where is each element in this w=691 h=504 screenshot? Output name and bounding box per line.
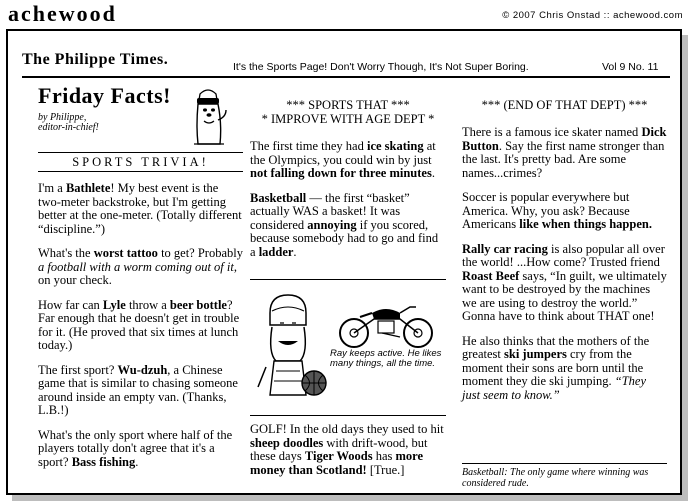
basketball-caption: Basketball: The only game where winning was considered rude. [462, 467, 649, 489]
col2-heading-line2: * IMPROVE WITH AGE DEPT * [261, 111, 435, 126]
col2-rule-bottom [250, 415, 446, 416]
col1-paragraph: How far can Lyle throw a beer bottle? Far enough that he doesn't get in trouble for it. (He proved that six times at lunch today.) [38, 297, 240, 352]
col3-paragraph: Rally car racing is also popular all over the world! ...How come? Trusted friend Roast Beef says, “In guilt, we ultimately want to be destroyed by the machines we are using to destroy the world.” Gonna have to think about THAT one! [462, 241, 667, 323]
friday-facts-title: Friday Facts! [38, 83, 171, 108]
issue-volume: Vol 9 No. 11 [602, 61, 659, 73]
motorcycle-drawing [340, 307, 432, 347]
col1-paragraph: I'm a Bathlete! My best event is the two-meter backstroke, but I'm getting better at the one-meter. (Totally different “discipline.”) [38, 181, 242, 236]
col3-paragraph: There is a famous ice skater named Dick Button. Say the first name stronger than the last. It's pretty bad. Are some names...crimes? [462, 125, 667, 180]
copyright-notice: © 2007 Chris Onstad :: achewood.com [502, 10, 683, 21]
newspaper-tagline: It's the Sports Page! Don't Worry Though, It's Not Super Boring. [233, 61, 529, 73]
ray-figure [258, 295, 326, 395]
col1-body [38, 182, 243, 480]
byline [38, 113, 99, 133]
col3-paragraph: He also thinks that the mothers of the greatest ski jumpers cry from the moment their sons are born until the moment they die ski jumping. “They just seem to know.” [462, 333, 650, 402]
comic-panel [6, 29, 682, 495]
byline-role: editor-in-chief! [38, 122, 99, 133]
col2-heading [250, 99, 446, 126]
col3-heading: *** (END OF THAT DEPT) *** [481, 98, 648, 112]
site-logo[interactable]: achewood [8, 1, 117, 26]
col2-paragraph: The first time they had ice skating at the Olympics, you could win by just not falling down for three minutes. [250, 139, 436, 180]
col2-heading-line1: *** SPORTS THAT *** [286, 98, 410, 112]
col3-rule [462, 463, 667, 464]
col1-paragraph: What's the worst tattoo to get? Probably a football with a worm coming out of it, on your check. [38, 246, 243, 287]
col2-paragraph: Basketball — the first “basket” actually WAS a basket! It was considered annoying if you scored, because somebody had to go and find a ladder. [250, 190, 439, 259]
col2-body-lower [250, 423, 446, 488]
newspaper-name: The Philippe Times. [22, 51, 169, 68]
col2-rule-top [250, 279, 446, 280]
col1-paragraph: What's the only sport where half of the players totally don't agree that it's a sport? Bass fishing. [38, 427, 233, 469]
ray-caption: Ray keeps active. He likes many things, all the time. [330, 348, 442, 369]
col1-paragraph: The first sport? Wu-dzuh, a Chinese game that is similar to chasing someone around inside an empty van. (Thanks, L.B.!) [38, 362, 238, 417]
masthead-rule [22, 76, 670, 78]
col3-paragraph: Soccer is popular everywhere but America. Why, you ask? Because Americans like when things happen. [462, 190, 652, 231]
sports-trivia-banner: SPORTS TRIVIA! [38, 152, 243, 172]
site-header [0, 0, 691, 28]
col2-paragraph: GOLF! In the old days they used to hit sheep doodles with drift-wood, but these days Tiger Woods has more money than Scotland! [True.] [250, 422, 444, 477]
col3-body [462, 126, 667, 413]
byline-author: by Philippe, [38, 112, 87, 123]
col2-body [250, 140, 446, 270]
philippe-drawing [184, 84, 232, 148]
